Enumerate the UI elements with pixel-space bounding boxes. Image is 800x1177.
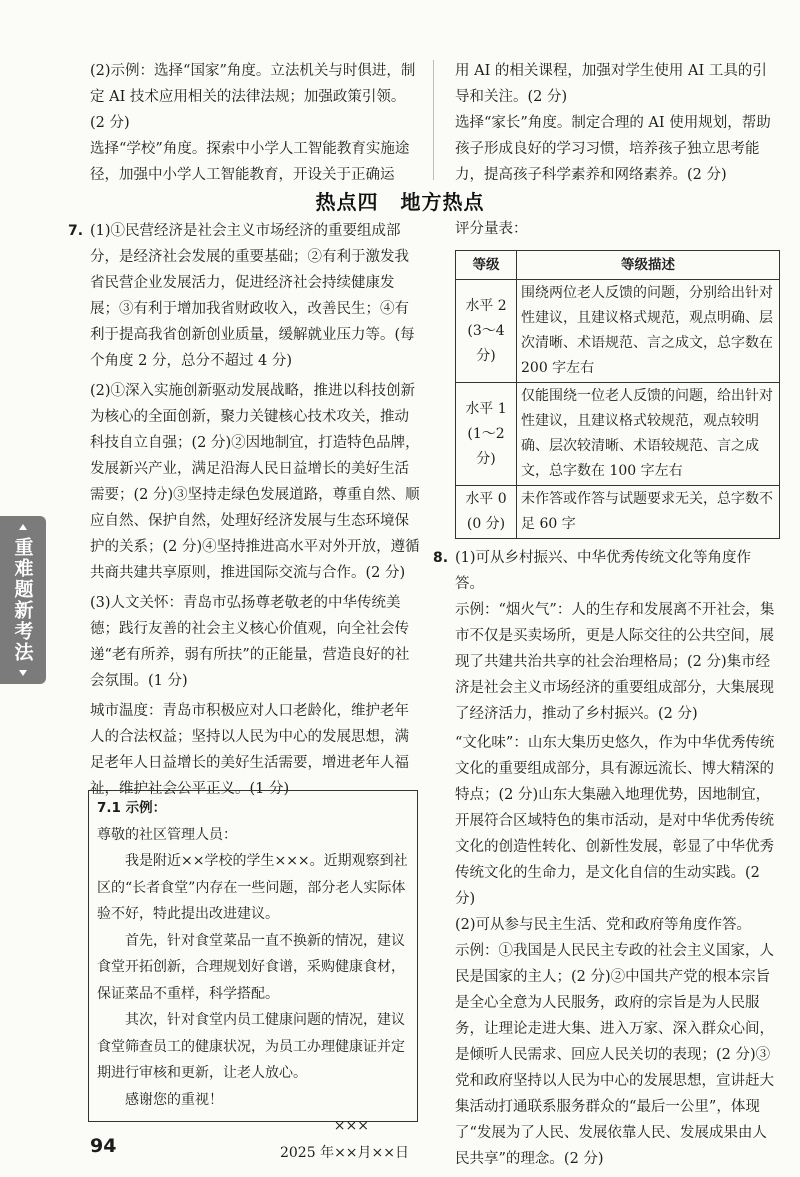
- paragraph: (2)示例：选择“国家”角度。立法机关与时俱进，制定 AI 技术应用相关的法律法规；加强政策引领。(2 分): [90, 63, 416, 131]
- level-description: 仅能围绕一位老人反馈的问题，给出针对性建议，且建议格式较规范，观点较明确、层次较清晰、术语较规范、言之成文，总字数在 100 字左右: [517, 383, 780, 486]
- paragraph: 示例：“烟火气”：人的生存和发展离不开社会，集市不仅是买卖场所，更是人际交往的公共空间，展现了共建共治共享的社会治理格局；(2 分)集市经济是社会主义市场经济的重要组成部分，大集展现了经济活力，推动了乡村振兴。(2 分): [455, 602, 775, 722]
- rubric-table: [455, 250, 780, 539]
- level-name: 水平 2: [465, 297, 507, 314]
- top-right-continuation: [455, 58, 780, 188]
- table-row: [456, 280, 780, 383]
- column-divider: [433, 60, 434, 180]
- paragraph: 城市温度：青岛市积极应对人口老龄化，维护老年人的合法权益；坚持以人民为中心的发展思想，满足老年人日益增长的美好生活需要，增进老年人福祉，维护社会公平正义。(1 分): [90, 703, 409, 797]
- question-number: 7.: [68, 223, 84, 239]
- level-cell: [456, 280, 517, 383]
- level-description: 围绕两位老人反馈的问题，分别给出针对性建议，且建议格式规范，观点明确、层次清晰、术语规范、言之成文，总字数在 200 字左右: [517, 280, 780, 383]
- letter-paragraph: 首先，针对食堂菜品一直不换新的情况，建议食堂开拓创新，合理规划好食谱，采购健康食材，保证菜品不重样，科学搭配。: [97, 932, 405, 1002]
- letter-signature: ×××: [333, 1118, 369, 1134]
- level-name: 水平 1: [465, 400, 507, 417]
- triangle-up-icon: [19, 524, 27, 530]
- level-score: (3～4 分): [467, 322, 505, 364]
- letter-paragraph: 感谢您的重视！: [125, 1091, 223, 1108]
- question-8: [433, 545, 780, 1172]
- paragraph: (2)①深入实施创新驱动发展战略，推进以科技创新为核心的全面创新，聚力关键核心技术攻关，推动科技自立自强；(2 分)②因地制宜，打造特色品牌，发展新兴产业，满足沿海人民日益增长的美好生活需要；(2 分)③坚持走绿色发展道路，尊重自然、顺应自然、保护自然，处理好经济发展与生态环境保护的关系；(2 分)④坚持推进高水平对外开放，遵循共商共建共享原则，推进国际交流与合作。(2 分): [90, 383, 420, 581]
- paragraph: 示例：①我国是人民民主专政的社会主义国家，人民是国家的主人；(2 分)②中国共产党的根本宗旨是全心全意为人民服务，政府的宗旨是为人民服务，让理论走进大集、进入万家、深入群众心间，是倾听人民需求、回应人民关切的表现；(2 分)③党和政府坚持以人民为中心的发展思想，宣讲赶大集活动打通联系服务群众的“最后一公里”，体现了“发展为了人民、发展依靠人民、发展成果由人民共享”的理念。(2 分): [455, 943, 774, 1167]
- letter-date: 2025 年××月××日: [279, 1144, 409, 1161]
- table-row: [456, 486, 780, 539]
- section-heading: [0, 186, 800, 215]
- side-tab: [0, 516, 46, 684]
- table-header-row: [456, 251, 780, 280]
- level-cell: [456, 486, 517, 539]
- table-header: 等级描述: [517, 251, 780, 280]
- top-left-continuation: [90, 58, 420, 188]
- level-description: 未作答或作答与试题要求无关，总字数不足 60 字: [517, 486, 780, 539]
- triangle-down-icon: [19, 670, 27, 676]
- paragraph: (1)可从乡村振兴、中华优秀传统文化等角度作答。: [455, 550, 752, 592]
- paragraph: “文化味”：山东大集历史悠久，作为中华优秀传统文化的重要组成部分，具有源远流长、博大精深的特点；(2 分)山东大集融入地理优势，因地制宜，开展符合区域特色的集市活动，是对中华优秀传统文化的创造性转化、创新性发展，彰显了中华优秀传统文化的生命力，是文化自信的生动实践。(2 分): [455, 735, 775, 907]
- question-7: [68, 218, 420, 802]
- page-number: 94: [90, 1135, 117, 1157]
- section-heading-number: 热点四: [315, 190, 379, 214]
- level-cell: [456, 383, 517, 486]
- paragraph: (2)可从参与民主生活、党和政府等角度作答。: [455, 917, 752, 933]
- table-row: [456, 383, 780, 486]
- letter-salutation: 尊敬的社区管理人员：: [97, 826, 237, 843]
- level-name: 水平 0: [465, 491, 507, 507]
- section-heading-title: 地方热点: [400, 190, 485, 214]
- paragraph: 选择“家长”角度。制定合理的 AI 使用规划，帮助孩子形成良好的学习习惯，培养孩子独立思考能力，提高孩子科学素养和网络素养。(2 分): [455, 115, 771, 183]
- paragraph: 选择“学校”角度。探索中小学人工智能教育实施途径，加强中小学人工智能教育，开设关于正确运: [90, 141, 410, 183]
- rubric-label: 评分量表：: [455, 221, 528, 237]
- question-number: 8.: [433, 550, 449, 566]
- table-header: 等级: [456, 251, 517, 280]
- letter-paragraph: 我是附近××学校的学生×××。近期观察到社区的“长者食堂”内存在一些问题，部分老人实际体验不好，特此提出改进建议。: [97, 853, 408, 922]
- paragraph: (1)①民营经济是社会主义市场经济的重要组成部分，是经济社会发展的重要基础；②有利于激发我省民营企业发展活力，促进经济社会持续健康发展；③有利于增加我省财政收入，改善民生；④有利于提高我省创新创业质量，缓解就业压力等。(每个角度 2 分，总分不超过 4 分): [90, 223, 415, 369]
- side-tab-label: 重难题新考法: [11, 537, 34, 663]
- letter-title: 7.1 示例：: [97, 800, 167, 816]
- paragraph: (3)人文关怀：青岛市弘扬尊老敬老的中华传统美德；践行友善的社会主义核心价值观，向全社会传递“老有所养，弱有所扶”的正能量，营造良好的社会氛围。(1 分): [90, 595, 410, 689]
- paragraph: 用 AI 的相关课程，加强对学生使用 AI 工具的引导和关注。(2 分): [455, 63, 767, 105]
- letter-paragraph: 其次，针对食堂内员工健康问题的情况，建议食堂筛查员工的健康状况，为员工办理健康证并定期进行审核和更新，让老人放心。: [97, 1012, 405, 1081]
- level-score: (0 分): [466, 516, 506, 532]
- level-score: (1～2 分): [467, 425, 505, 467]
